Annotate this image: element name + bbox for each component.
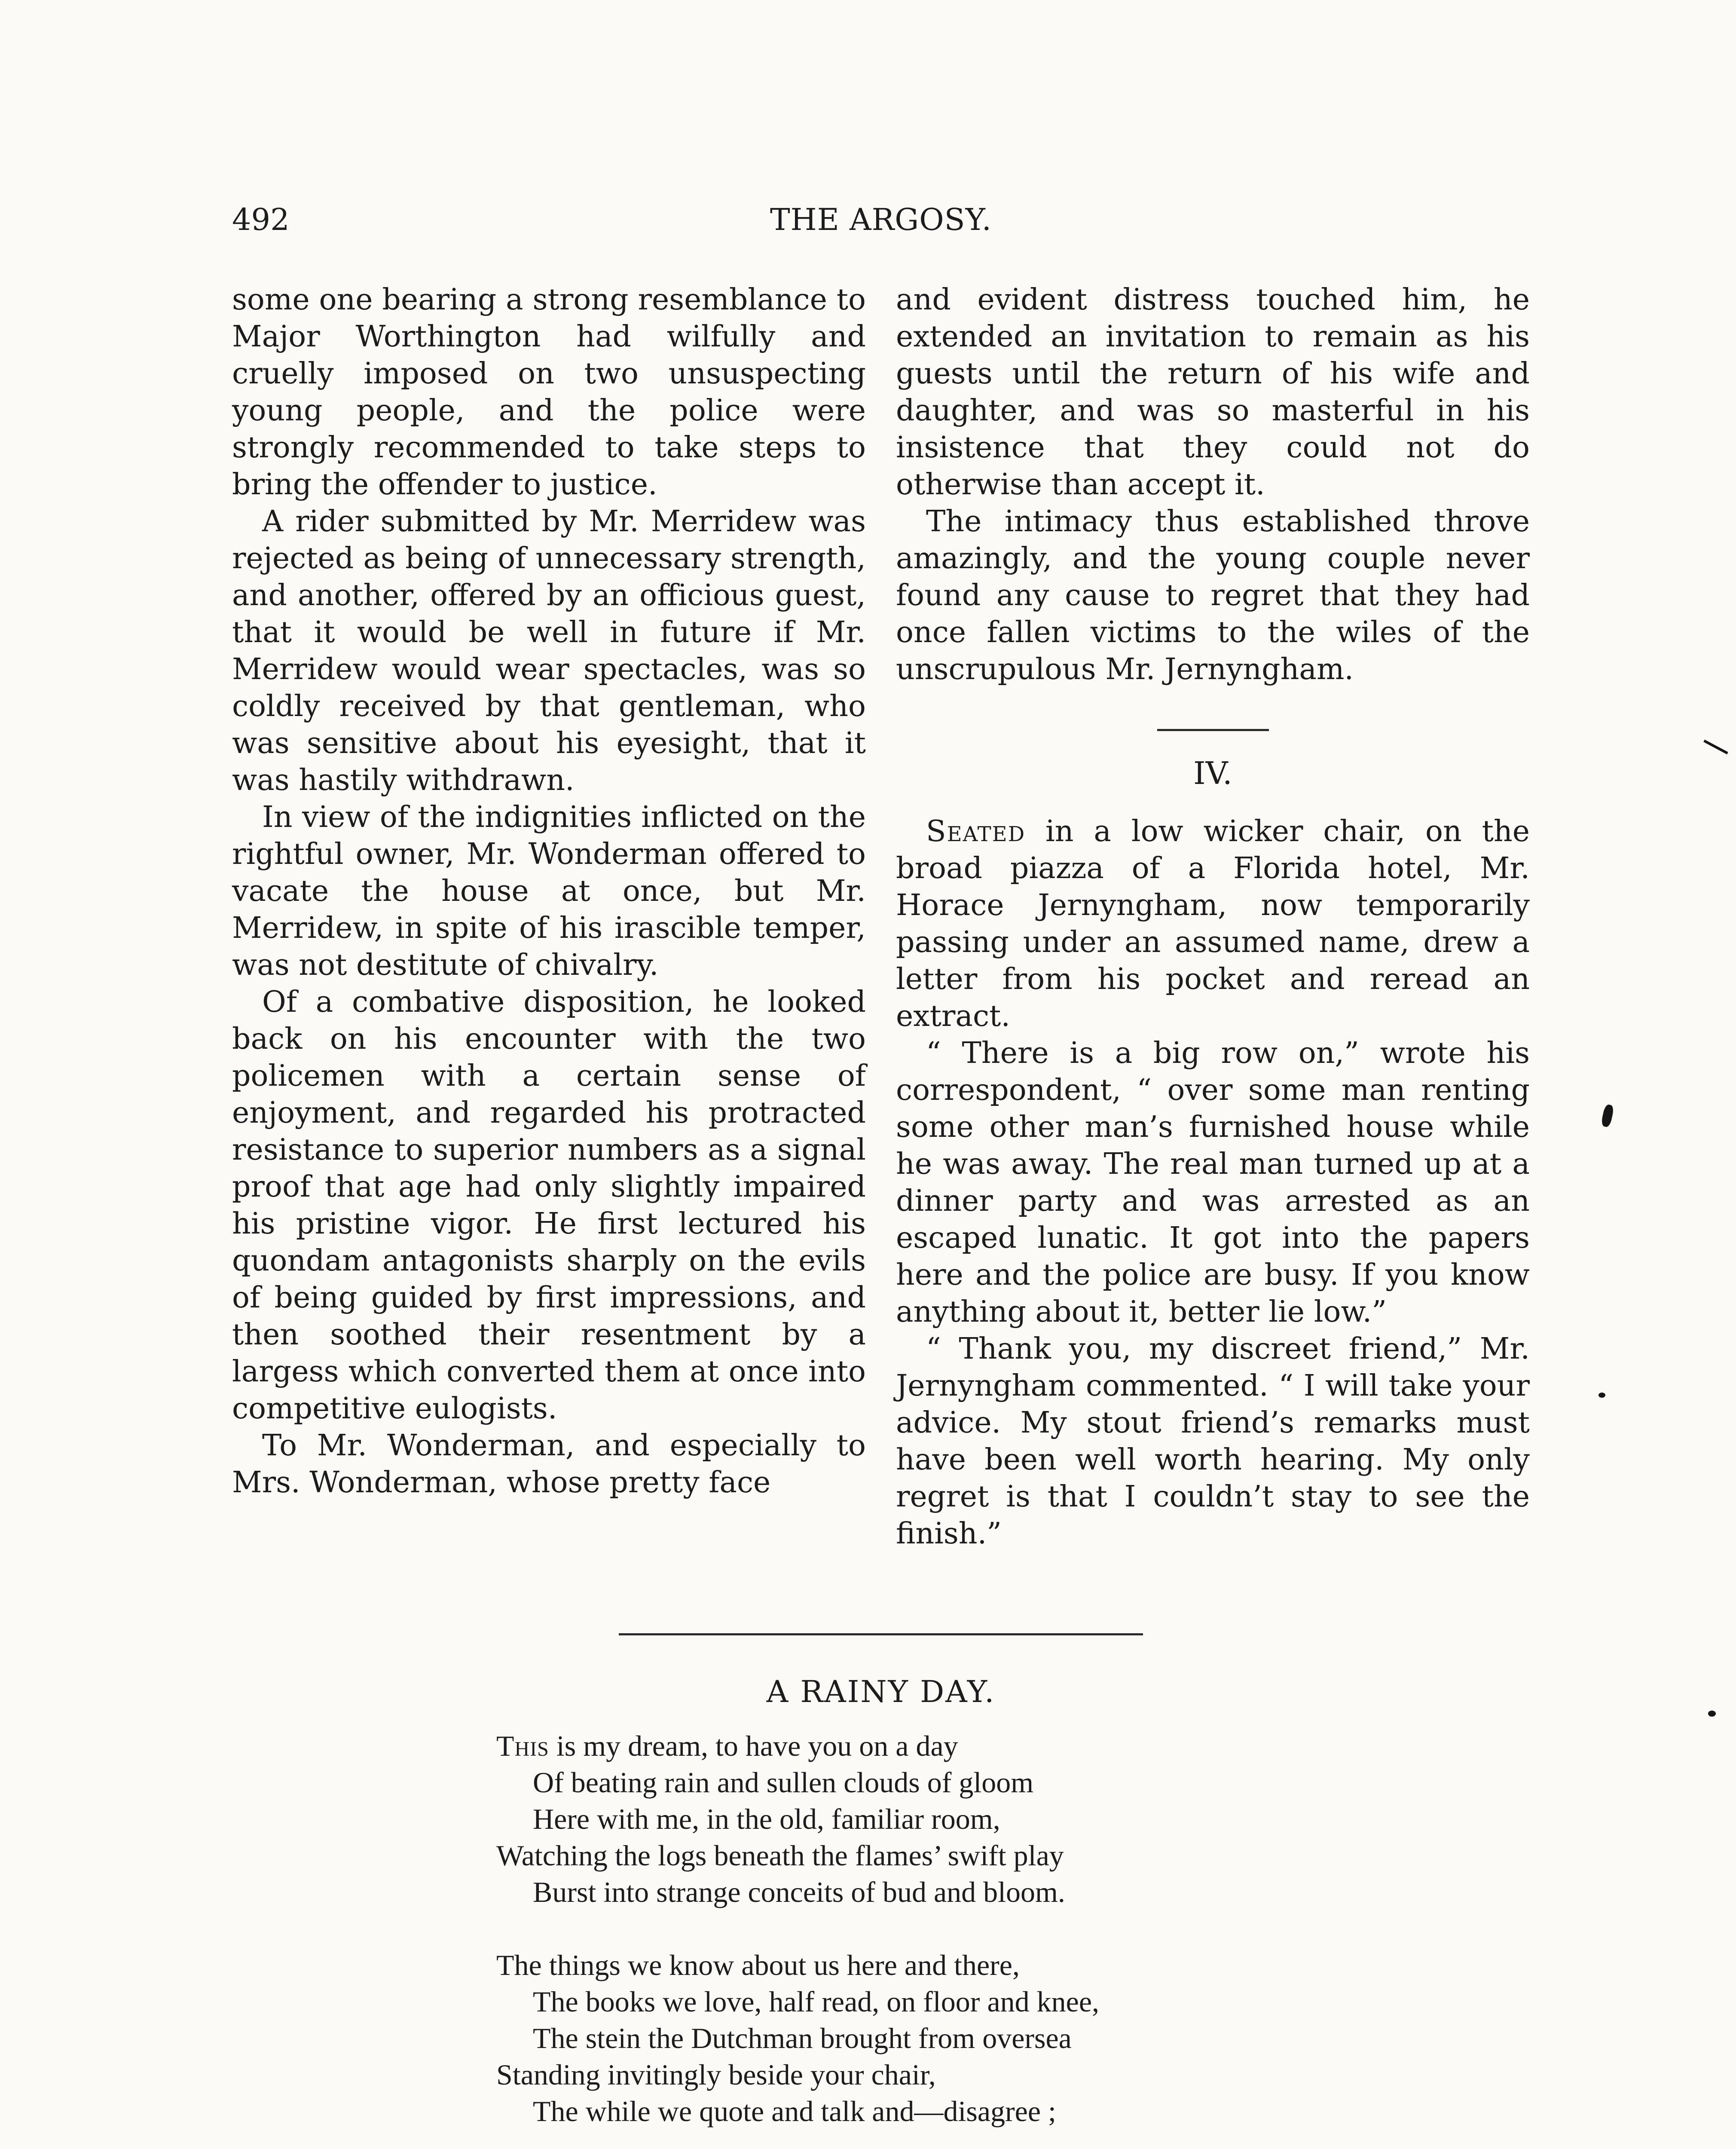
scan-speck <box>1601 1104 1614 1127</box>
right-column <box>896 282 1530 1552</box>
poem-line: The while we quote and talk and—disagree ; <box>533 2095 1056 2128</box>
section-numeral: IV. <box>1193 755 1232 791</box>
poem-line: Standing invitingly beside your chair, <box>496 2058 936 2091</box>
small-caps-lead-in: Seated <box>926 814 1026 848</box>
left-column <box>232 282 866 1501</box>
small-caps-first-word: This <box>496 1730 549 1762</box>
paragraph: “ There is a big row on,” wrote his correspondent, “ over some man renting some other man’s furnished house while he was away. The real man turned up at a dinner party and was arrested as an escaped lunatic. It got into the papers here and the police are busy. If you know anything about it, better lie low.” <box>896 1036 1530 1329</box>
stanza <box>496 1947 1528 2130</box>
scan-speck <box>1598 1393 1605 1398</box>
paragraph: some one bearing a strong resemblance to Major Worthington had wilfully and cruelly imposed on two unsuspecting young people, and the police were strongly recommended to take steps to bring the offender to justice. <box>232 283 866 502</box>
poem-line-text: is my dream, to have you on a day <box>549 1730 958 1762</box>
paragraph: “ Thank you, my discreet friend,” Mr. Jernyngham commented. “ I will take your advice. My stout friend’s remarks must have been well worth hearing. My only regret is that I couldn’t stay to see the finish.” <box>896 1332 1530 1551</box>
poem <box>496 1728 1528 2149</box>
section-opening-paragraph <box>896 813 1530 1035</box>
poem-line: Of beating rain and sullen clouds of gloom <box>533 1766 1034 1799</box>
poem-line: Watching the logs beneath the flames’ swift play <box>496 1839 1064 1872</box>
poem-line: The books we love, half read, on floor and knee, <box>533 1985 1099 2018</box>
stanza <box>496 1728 1528 1910</box>
scan-speck <box>1703 740 1728 754</box>
paragraph: A rider submitted by Mr. Merridew was rejected as being of unnecessary strength, and another, offered by an officious guest, that it would be well in future if Mr. Merridew would wear spectacles, was so coldly received by that gentleman, who was sensitive about his eyesight, that it was hastily withdrawn. <box>232 505 866 797</box>
paragraph: Of a combative disposition, he looked back on his encounter with the two policemen with a certain sense of enjoyment, and regarded his protracted resistance to superior numbers as a signal proof that age had only slightly impaired his pristine vigor. He first lectured his quondam antagonists sharply on the evils of being guided by first impressions, and then soothed their resentment by a largess which converted them at once into competitive eulogists. <box>232 985 866 1426</box>
paragraph: The intimacy thus established throve amazingly, and the young couple never found any cause to regret that they had once fallen victims to the wiles of the unscrupulous Mr. Jernyngham. <box>896 505 1530 686</box>
poem-line <box>496 1728 1528 1764</box>
running-title: THE ARGOSY. <box>770 202 992 237</box>
scan-speck <box>1708 1711 1716 1717</box>
paragraph: In view of the indignities inflicted on the rightful owner, Mr. Wonderman offered to vacate the house at once, but Mr. Merridew, in spite of his irascible temper, was not destitute of chivalry. <box>232 800 866 982</box>
section-divider <box>1157 729 1269 731</box>
section-opening-text: in a low wicker chair, on the broad piazza of a Florida hotel, Mr. Horace Jernyngham, now temporarily passing under an assumed name, drew a letter from his pocket and reread an extract. <box>896 814 1530 1033</box>
paragraph: and evident distress touched him, he extended an invitation to remain as his guests until the return of his wife and daughter, and was so masterful in his insistence that they could not do otherwise than accept it. <box>896 283 1530 502</box>
running-head <box>232 202 1530 249</box>
paragraph: To Mr. Wonderman, and especially to Mrs. Wonderman, whose pretty face <box>232 1429 866 1500</box>
poem-title: A RAINY DAY. <box>766 1674 996 1709</box>
poem-line: Here with me, in the old, familiar room, <box>533 1803 1000 1835</box>
poem-line: The things we know about us here and there, <box>496 1949 1020 1981</box>
poem-line: The stein the Dutchman brought from oversea <box>533 2022 1072 2054</box>
page-number: 492 <box>232 202 290 237</box>
story-end-rule <box>619 1633 1143 1635</box>
poem-line: Burst into strange conceits of bud and bloom. <box>533 1876 1065 1908</box>
